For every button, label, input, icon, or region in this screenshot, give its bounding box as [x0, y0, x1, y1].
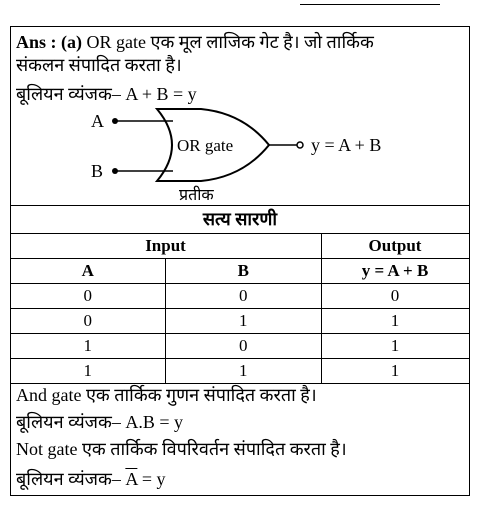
output-label: y = A + B: [311, 135, 382, 155]
symbol-caption: प्रतीक: [179, 187, 214, 204]
boolean-expression-and: [16, 411, 183, 434]
not-expression-variable: $\overline{A}$: [125, 469, 138, 489]
table-row: [10, 359, 469, 384]
table-cell: 0: [10, 284, 166, 309]
table-row: [10, 309, 469, 334]
answer-box: [10, 26, 470, 496]
boolean-expression-not: [16, 468, 166, 491]
and-gate-description: And gate एक तार्किक गुणन संपादित करता है।: [16, 385, 317, 405]
diagram-divider: [11, 205, 469, 206]
table-column-header-row: [10, 259, 469, 284]
output-terminal: [297, 142, 303, 148]
table-cell: 1: [10, 334, 166, 359]
top-rule: [300, 4, 440, 5]
column-header-a: A: [10, 259, 166, 284]
input-b-label: B: [91, 161, 104, 181]
table-group-header-row: [10, 234, 469, 259]
table-cell: 1: [321, 309, 469, 334]
input-group-header: Input: [10, 234, 321, 259]
table-row: [10, 334, 469, 359]
truth-table-title: सत्य सारणी: [202, 209, 278, 229]
answer-line-2: संकलन संपादित करता है।: [16, 55, 182, 75]
table-cell: 1: [10, 359, 166, 384]
not-expression-rest: = y: [137, 469, 166, 489]
input-a-label: A: [91, 111, 104, 131]
table-cell: 1: [321, 334, 469, 359]
boolean-label: बूलियन व्यंजक–: [16, 412, 121, 432]
table-cell: 0: [166, 284, 322, 309]
or-gate-diagram: [11, 27, 471, 207]
table-cell: 0: [10, 309, 166, 334]
truth-table: [10, 233, 470, 384]
or-expression: A + B = y: [120, 84, 197, 104]
table-cell: 0: [166, 334, 322, 359]
boolean-label: बूलियन व्यंजक–: [16, 469, 121, 489]
column-header-y: y = A + B: [321, 259, 469, 284]
gate-label: OR gate: [177, 136, 234, 155]
answer-prefix: Ans : (a): [16, 32, 82, 52]
not-gate-description: Not gate एक तार्किक विपरिवर्तन संपादित करता है।: [16, 439, 347, 459]
table-cell: 1: [166, 309, 322, 334]
table-cell: 0: [321, 284, 469, 309]
and-expression: A.B = y: [120, 412, 184, 432]
table-cell: 1: [166, 359, 322, 384]
output-group-header: Output: [321, 234, 469, 259]
boolean-label: बूलियन व्यंजक–: [16, 84, 121, 104]
column-header-b: B: [166, 259, 322, 284]
table-row: [10, 284, 469, 309]
answer-line-1-text: OR gate एक मूल लाजिक गेट है। जो तार्किक: [82, 32, 374, 52]
table-cell: 1: [321, 359, 469, 384]
